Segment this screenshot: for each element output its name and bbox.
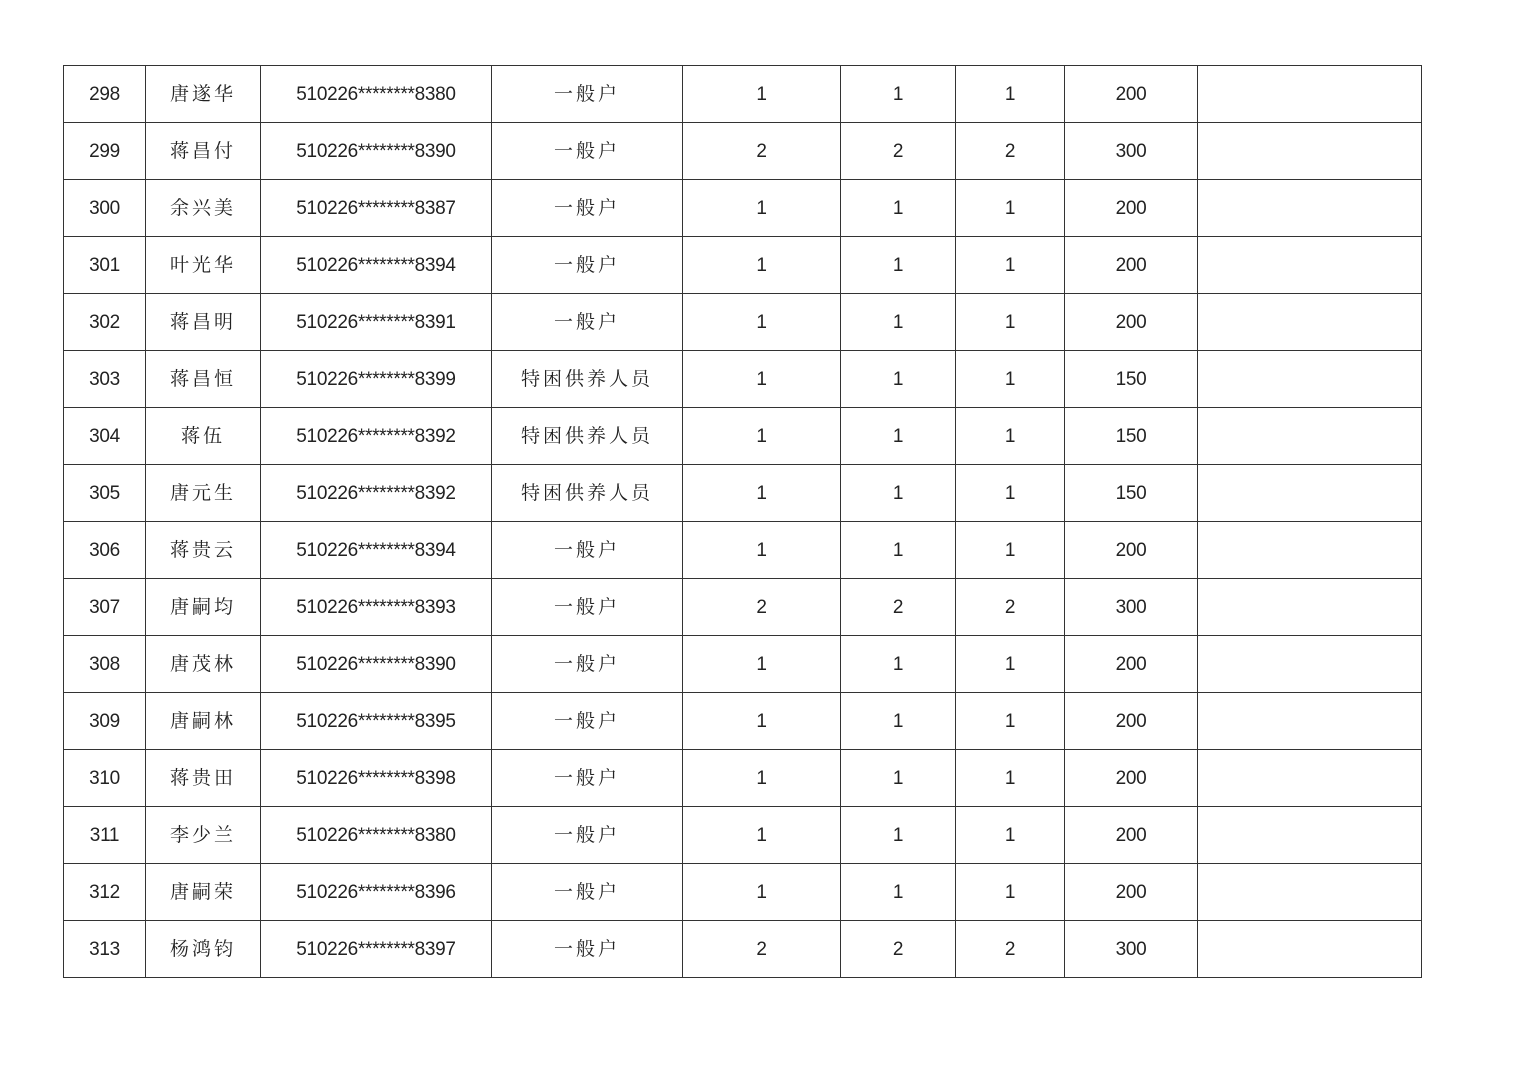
household-type: 一般户	[492, 921, 683, 978]
remark	[1198, 921, 1422, 978]
person-name: 蒋贵云	[146, 522, 261, 579]
amount: 150	[1065, 408, 1198, 465]
household-type: 一般户	[492, 237, 683, 294]
person-name: 蒋昌付	[146, 123, 261, 180]
household-type: 一般户	[492, 294, 683, 351]
table-row	[64, 750, 1422, 807]
person-name: 蒋伍	[146, 408, 261, 465]
remark	[1198, 693, 1422, 750]
remark	[1198, 351, 1422, 408]
row-number: 305	[64, 465, 146, 522]
count-col-3: 2	[956, 123, 1065, 180]
count-col-1: 2	[683, 123, 841, 180]
count-col-1: 1	[683, 636, 841, 693]
remark	[1198, 237, 1422, 294]
count-col-1: 1	[683, 66, 841, 123]
row-number: 311	[64, 807, 146, 864]
count-col-3: 1	[956, 408, 1065, 465]
household-type: 一般户	[492, 750, 683, 807]
row-number: 302	[64, 294, 146, 351]
count-col-1: 1	[683, 180, 841, 237]
person-name: 李少兰	[146, 807, 261, 864]
person-name: 唐嗣均	[146, 579, 261, 636]
row-number: 312	[64, 864, 146, 921]
count-col-2: 1	[841, 522, 956, 579]
count-col-2: 1	[841, 408, 956, 465]
household-type: 一般户	[492, 66, 683, 123]
count-col-3: 1	[956, 636, 1065, 693]
household-type: 一般户	[492, 579, 683, 636]
amount: 200	[1065, 750, 1198, 807]
remark	[1198, 522, 1422, 579]
count-col-3: 1	[956, 66, 1065, 123]
amount: 150	[1065, 465, 1198, 522]
row-number: 299	[64, 123, 146, 180]
id-number: 510226********8393	[261, 579, 492, 636]
count-col-3: 1	[956, 294, 1065, 351]
remark	[1198, 123, 1422, 180]
row-number: 307	[64, 579, 146, 636]
id-number: 510226********8398	[261, 750, 492, 807]
row-number: 310	[64, 750, 146, 807]
table-row	[64, 408, 1422, 465]
count-col-3: 1	[956, 750, 1065, 807]
household-type: 特困供养人员	[492, 351, 683, 408]
count-col-2: 1	[841, 180, 956, 237]
count-col-3: 1	[956, 465, 1065, 522]
count-col-3: 1	[956, 807, 1065, 864]
id-number: 510226********8380	[261, 807, 492, 864]
count-col-2: 1	[841, 636, 956, 693]
amount: 150	[1065, 351, 1198, 408]
household-type: 一般户	[492, 180, 683, 237]
count-col-2: 1	[841, 237, 956, 294]
table-row	[64, 351, 1422, 408]
remark	[1198, 408, 1422, 465]
count-col-1: 1	[683, 294, 841, 351]
table-row	[64, 294, 1422, 351]
count-col-2: 1	[841, 693, 956, 750]
count-col-2: 1	[841, 66, 956, 123]
count-col-3: 1	[956, 864, 1065, 921]
count-col-1: 1	[683, 522, 841, 579]
row-number: 301	[64, 237, 146, 294]
count-col-2: 1	[841, 294, 956, 351]
id-number: 510226********8396	[261, 864, 492, 921]
count-col-1: 1	[683, 465, 841, 522]
count-col-1: 1	[683, 864, 841, 921]
id-number: 510226********8392	[261, 408, 492, 465]
id-number: 510226********8391	[261, 294, 492, 351]
amount: 200	[1065, 522, 1198, 579]
table-row	[64, 465, 1422, 522]
remark	[1198, 579, 1422, 636]
id-number: 510226********8390	[261, 123, 492, 180]
id-number: 510226********8380	[261, 66, 492, 123]
count-col-1: 1	[683, 237, 841, 294]
count-col-3: 1	[956, 237, 1065, 294]
count-col-2: 1	[841, 465, 956, 522]
amount: 200	[1065, 237, 1198, 294]
table-row	[64, 921, 1422, 978]
row-number: 308	[64, 636, 146, 693]
id-number: 510226********8394	[261, 522, 492, 579]
row-number: 303	[64, 351, 146, 408]
count-col-1: 2	[683, 921, 841, 978]
count-col-2: 2	[841, 579, 956, 636]
row-number: 306	[64, 522, 146, 579]
table-row	[64, 123, 1422, 180]
count-col-2: 1	[841, 807, 956, 864]
count-col-1: 1	[683, 408, 841, 465]
amount: 200	[1065, 636, 1198, 693]
amount: 200	[1065, 693, 1198, 750]
person-name: 唐元生	[146, 465, 261, 522]
id-number: 510226********8395	[261, 693, 492, 750]
remark	[1198, 294, 1422, 351]
count-col-1: 2	[683, 579, 841, 636]
table-row	[64, 579, 1422, 636]
person-name: 蒋昌恒	[146, 351, 261, 408]
person-name: 杨鸿钧	[146, 921, 261, 978]
roster-table-body	[64, 66, 1422, 978]
row-number: 309	[64, 693, 146, 750]
amount: 200	[1065, 180, 1198, 237]
row-number: 313	[64, 921, 146, 978]
row-number: 304	[64, 408, 146, 465]
remark	[1198, 750, 1422, 807]
id-number: 510226********8394	[261, 237, 492, 294]
count-col-3: 2	[956, 579, 1065, 636]
count-col-1: 1	[683, 750, 841, 807]
id-number: 510226********8387	[261, 180, 492, 237]
count-col-3: 1	[956, 522, 1065, 579]
count-col-2: 1	[841, 864, 956, 921]
person-name: 唐遂华	[146, 66, 261, 123]
table-row	[64, 636, 1422, 693]
remark	[1198, 465, 1422, 522]
household-type: 一般户	[492, 864, 683, 921]
household-type: 一般户	[492, 123, 683, 180]
table-row	[64, 522, 1422, 579]
remark	[1198, 636, 1422, 693]
person-name: 余兴美	[146, 180, 261, 237]
table-row	[64, 180, 1422, 237]
id-number: 510226********8399	[261, 351, 492, 408]
count-col-3: 1	[956, 351, 1065, 408]
amount: 200	[1065, 294, 1198, 351]
amount: 300	[1065, 921, 1198, 978]
count-col-2: 2	[841, 123, 956, 180]
household-type: 一般户	[492, 522, 683, 579]
amount: 300	[1065, 123, 1198, 180]
person-name: 蒋贵田	[146, 750, 261, 807]
count-col-1: 1	[683, 693, 841, 750]
household-type: 特困供养人员	[492, 408, 683, 465]
amount: 200	[1065, 807, 1198, 864]
person-name: 蒋昌明	[146, 294, 261, 351]
count-col-2: 2	[841, 921, 956, 978]
table-row	[64, 237, 1422, 294]
count-col-2: 1	[841, 351, 956, 408]
count-col-2: 1	[841, 750, 956, 807]
remark	[1198, 864, 1422, 921]
count-col-3: 1	[956, 693, 1065, 750]
table-row	[64, 864, 1422, 921]
count-col-3: 2	[956, 921, 1065, 978]
table-row	[64, 807, 1422, 864]
remark	[1198, 807, 1422, 864]
person-name: 唐嗣林	[146, 693, 261, 750]
count-col-3: 1	[956, 180, 1065, 237]
person-name: 叶光华	[146, 237, 261, 294]
id-number: 510226********8390	[261, 636, 492, 693]
count-col-1: 1	[683, 807, 841, 864]
row-number: 300	[64, 180, 146, 237]
amount: 300	[1065, 579, 1198, 636]
roster-table	[63, 65, 1422, 978]
remark	[1198, 180, 1422, 237]
household-type: 特困供养人员	[492, 465, 683, 522]
household-type: 一般户	[492, 636, 683, 693]
remark	[1198, 66, 1422, 123]
count-col-1: 1	[683, 351, 841, 408]
person-name: 唐茂林	[146, 636, 261, 693]
household-type: 一般户	[492, 807, 683, 864]
id-number: 510226********8392	[261, 465, 492, 522]
row-number: 298	[64, 66, 146, 123]
amount: 200	[1065, 66, 1198, 123]
table-row	[64, 66, 1422, 123]
id-number: 510226********8397	[261, 921, 492, 978]
household-type: 一般户	[492, 693, 683, 750]
person-name: 唐嗣荣	[146, 864, 261, 921]
table-row	[64, 693, 1422, 750]
amount: 200	[1065, 864, 1198, 921]
